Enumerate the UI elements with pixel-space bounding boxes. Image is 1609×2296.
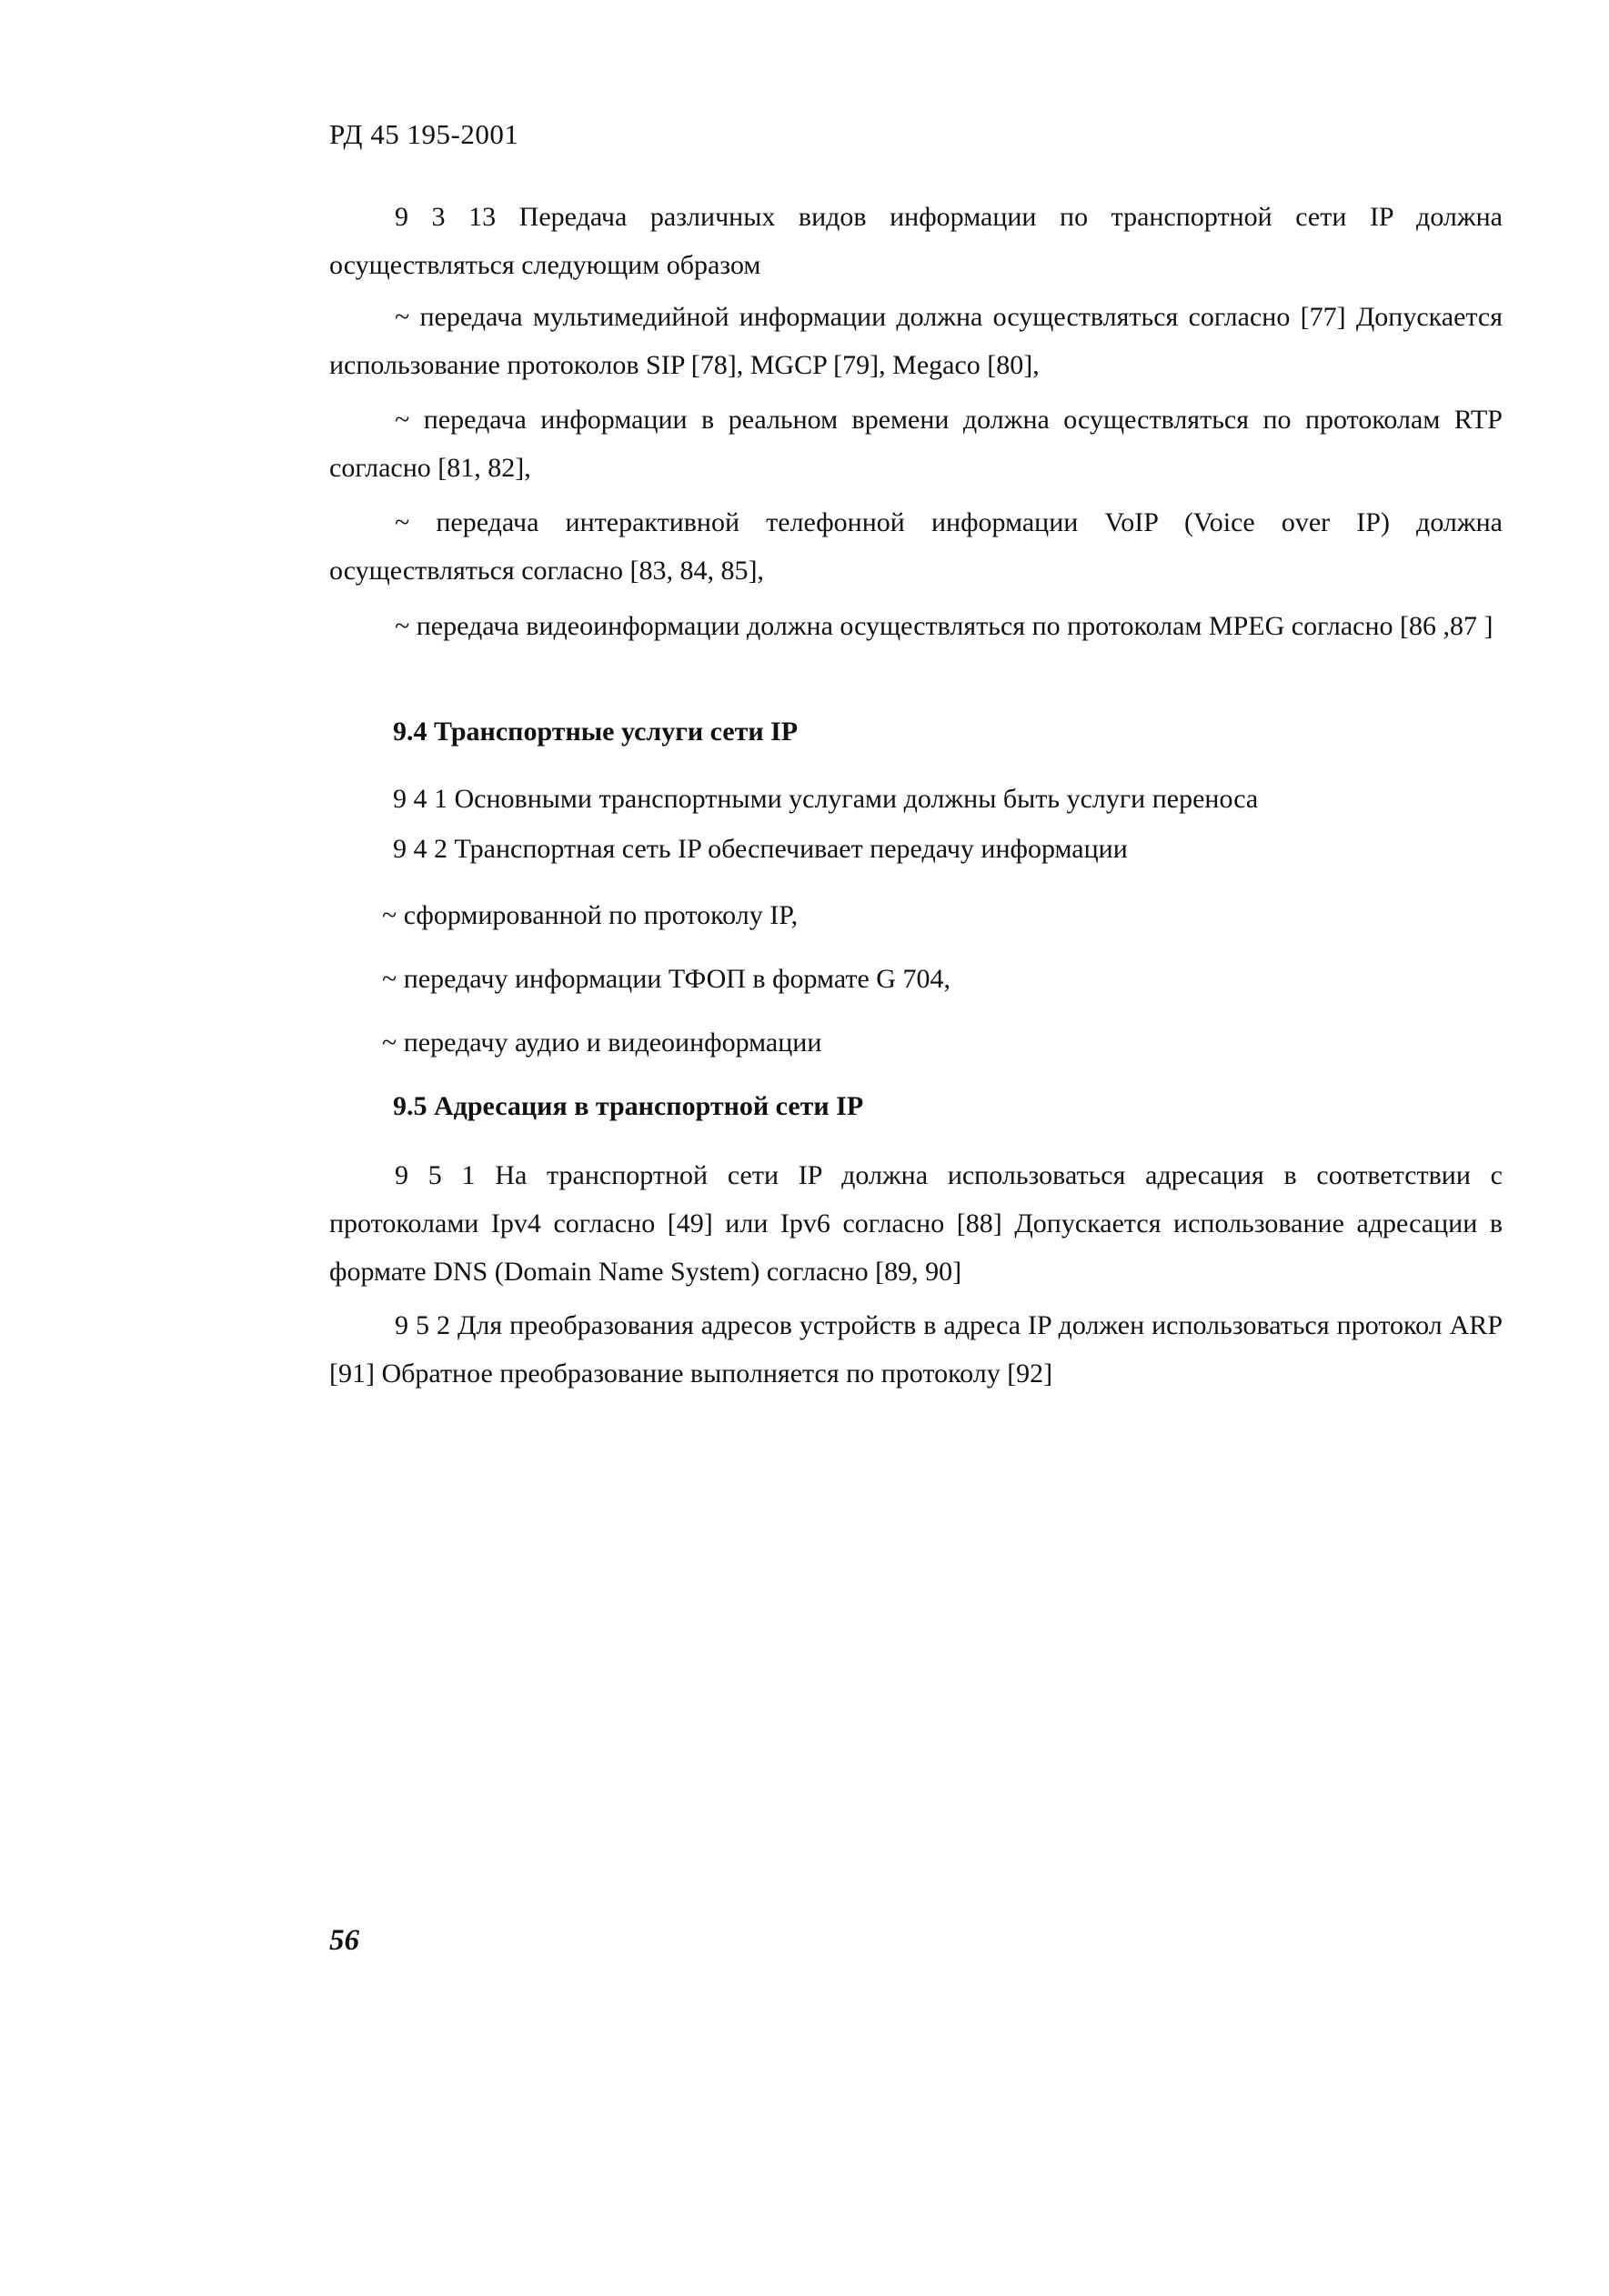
list-item-ip-formed: ~ сформированной по протоколу IP, xyxy=(382,900,799,930)
list-item-multimedia: ~ передача мультимедийной информации должна осуществляться согласно [77] Допускается использование протоколов SIP [78], MGCP [79], Megaco [80], xyxy=(329,302,1503,380)
list-item-realtime: ~ передача информации в реальном времени должна осуществляться по протоколам RTP согласно [81, 82], xyxy=(329,405,1503,483)
page-number: 56 xyxy=(329,1924,359,1957)
paragraph-9-3-13: 9 3 13 Передача различных видов информации по транспортной сети IP должна осуществляться следующим образом xyxy=(329,202,1503,280)
section-heading-9-5: 9.5 Адресация в транспортной сети IP xyxy=(393,1091,864,1121)
paragraph-9-5-2: 9 5 2 Для преобразования адресов устройств в адреса IP должен использоваться протокол ARP [91] Обратное преобразование выполняется по протоколу [92] xyxy=(329,1310,1503,1389)
section-heading-9-4: 9.4 Транспортные услуги сети IP xyxy=(393,717,799,747)
list-item-voip: ~ передача интерактивной телефонной информации VoIP (Voice over IP) должна осуществляться согласно [83, 84, 85], xyxy=(329,507,1503,586)
list-item-video: ~ передача видеоинформации должна осуществляться по протоколам MPEG согласно [86 ,87 ] xyxy=(395,611,1493,641)
list-item-audio-video: ~ передачу аудио и видеоинформации xyxy=(382,1028,822,1058)
paragraph-9-4-2: 9 4 2 Транспортная сеть IP обеспечивает передачу информации xyxy=(393,834,1128,864)
document-code: РД 45 195-2001 xyxy=(329,118,519,150)
paragraph-9-4-1: 9 4 1 Основными транспортными услугами должны быть услуги переноса xyxy=(393,784,1259,814)
list-item-pstn: ~ передачу информации ТФОП в формате G 704, xyxy=(382,964,950,994)
paragraph-9-5-1: 9 5 1 На транспортной сети IP должна использоваться адресация в соответствии с протоколами Ipv4 согласно [49] или Ipv6 согласно [88] Допускается использование адресации в формате DNS (Domain Name System) согласно [89, 90] xyxy=(329,1160,1503,1287)
